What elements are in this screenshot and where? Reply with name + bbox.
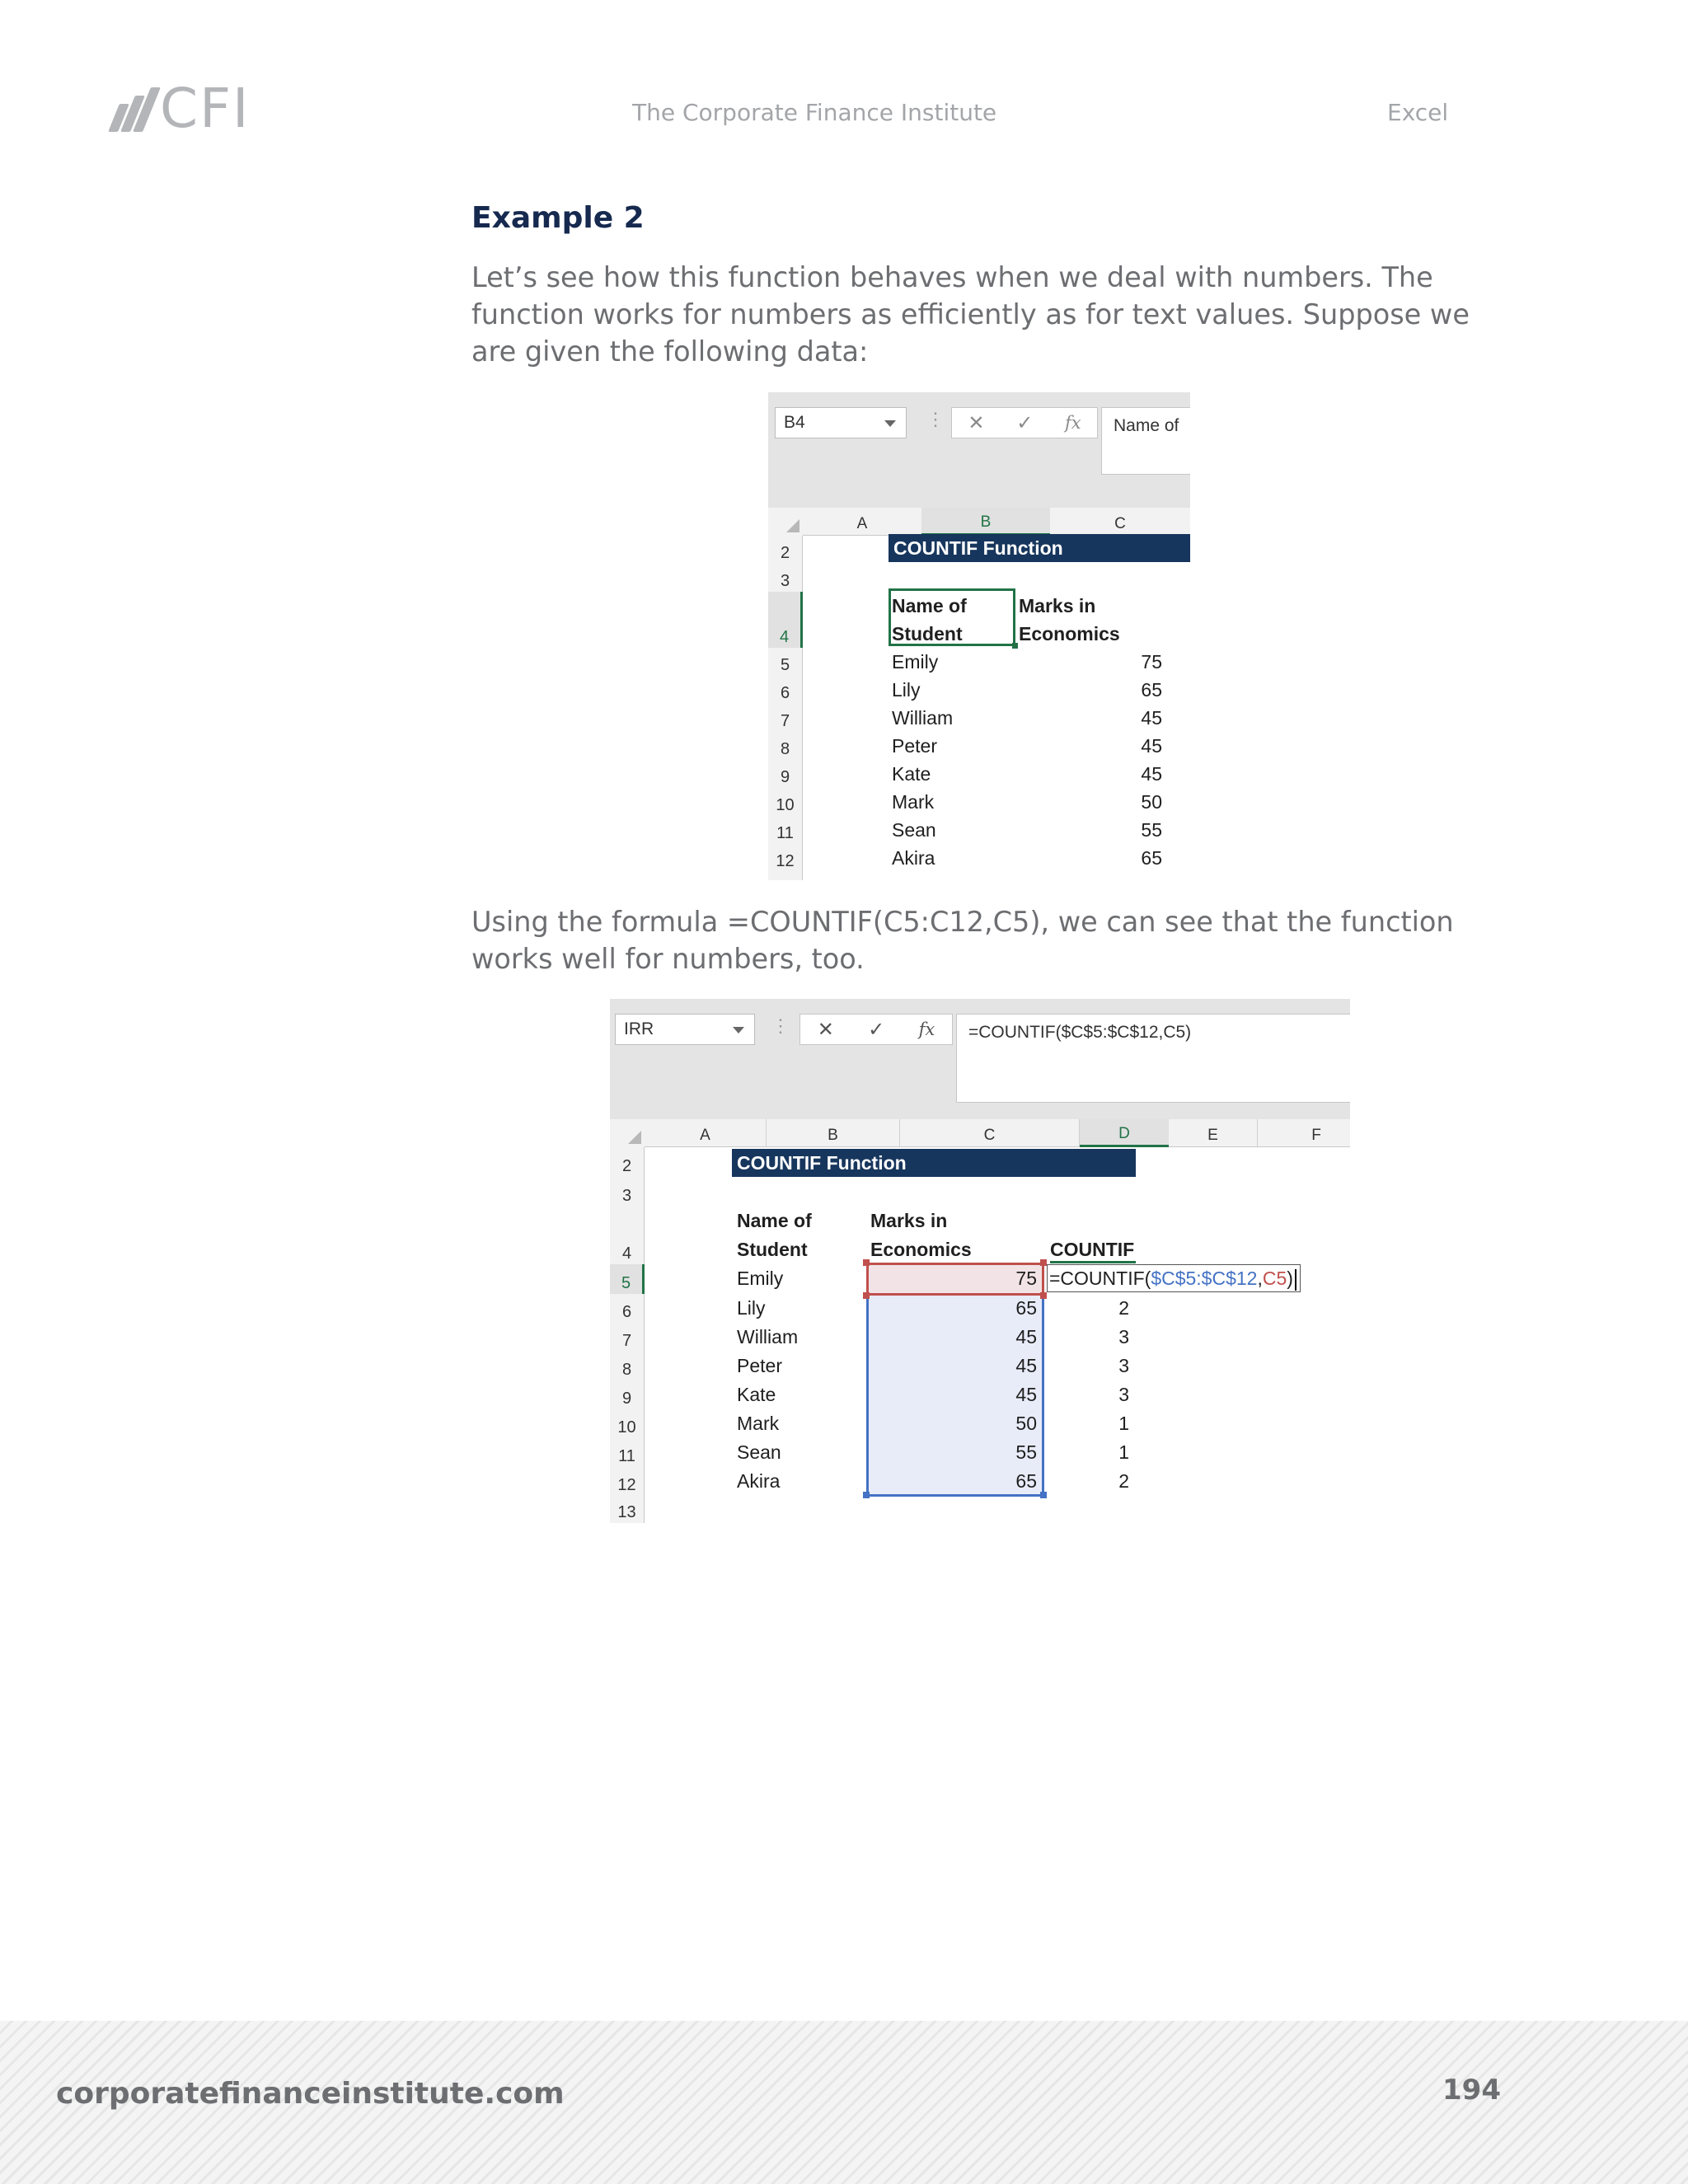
cell-name[interactable]: Peter (892, 735, 937, 757)
cell-name[interactable]: Sean (892, 819, 936, 841)
cell-mark[interactable]: 45 (1141, 763, 1162, 785)
cell-name[interactable]: William (737, 1326, 799, 1347)
column-header-e[interactable]: E (1169, 1119, 1258, 1147)
column-header-c[interactable]: C (900, 1119, 1080, 1147)
header-cell-marks-line2: Economics (1019, 623, 1120, 644)
row-header[interactable] (768, 872, 803, 880)
cfi-logo-mark-icon (114, 86, 152, 132)
header-cell-name-line2: Student (892, 623, 963, 644)
row-header[interactable]: 3 (768, 564, 803, 592)
cell-mark[interactable]: 45 (1015, 1326, 1037, 1347)
row-header[interactable]: 11 (768, 816, 803, 844)
header-cell-marks-line2: Economics (870, 1239, 972, 1260)
row-header[interactable]: 9 (610, 1380, 645, 1409)
edit-close: ) (1287, 1268, 1293, 1289)
cell-name[interactable]: Peter (737, 1355, 782, 1376)
name-box-value: B4 (784, 413, 805, 432)
name-box[interactable] (615, 1014, 755, 1045)
column-header-b[interactable]: B (767, 1119, 900, 1147)
cell-name[interactable]: Sean (737, 1441, 781, 1463)
row-header[interactable]: 2 (610, 1147, 645, 1177)
cell-mark[interactable]: 45 (1015, 1384, 1037, 1405)
cancel-icon[interactable]: ✕ (968, 411, 985, 434)
cell-count[interactable]: 2 (1118, 1470, 1129, 1492)
cell-mark[interactable]: 65 (1141, 679, 1162, 701)
ref-handle[interactable] (863, 1259, 870, 1266)
check-icon[interactable]: ✓ (1016, 411, 1034, 434)
cell-name[interactable]: Akira (892, 847, 935, 869)
formula-input[interactable]: =COUNTIF($C$5:$C$12,C5) (956, 1014, 1350, 1103)
cell-name[interactable]: Lily (737, 1297, 766, 1319)
row-header[interactable]: 7 (768, 704, 803, 732)
cell-mark[interactable]: 75 (1015, 1268, 1037, 1289)
name-box-value: IRR (624, 1019, 654, 1038)
row-header-selected[interactable]: 5 (610, 1264, 645, 1294)
column-header-f[interactable]: F (1258, 1119, 1350, 1147)
cell-name[interactable]: Emily (737, 1268, 784, 1289)
cell-name[interactable]: William (892, 707, 954, 729)
editing-cell-d5[interactable] (1047, 1264, 1301, 1292)
drag-handle-icon[interactable]: ⋮ (926, 409, 945, 429)
column-header-c[interactable]: C (1050, 508, 1190, 536)
edit-comma: , (1257, 1268, 1263, 1289)
range-handle[interactable] (1040, 1492, 1047, 1498)
cfi-logo (114, 77, 251, 140)
edit-prefix: =COUNTIF( (1049, 1268, 1151, 1289)
header-cell-name-line2: Student (737, 1239, 808, 1260)
range-handle[interactable] (863, 1492, 870, 1498)
row-header[interactable]: 12 (768, 844, 803, 872)
ref-handle[interactable] (1040, 1259, 1047, 1266)
countif-header-underline (1050, 1261, 1136, 1263)
row-header[interactable]: 13 (610, 1496, 645, 1523)
header-cell-marks-line1: Marks in (870, 1210, 948, 1231)
row-header[interactable]: 8 (768, 732, 803, 760)
section-title: Example 2 (471, 201, 645, 235)
row-header[interactable]: 7 (610, 1323, 645, 1352)
header-title: The Corporate Finance Institute (632, 99, 997, 126)
formula-input[interactable]: Name of (1101, 407, 1190, 475)
column-header-b[interactable]: B (921, 508, 1050, 536)
excel-screenshot-countif (610, 999, 1350, 1523)
header-section: Excel (1387, 99, 1449, 126)
formula-paragraph: Using the formula =COUNTIF(C5:C12,C5), we can see that the function works well for numbers, too. (471, 906, 1454, 975)
cell-mark[interactable]: 75 (1141, 651, 1162, 673)
cell-count[interactable]: 3 (1118, 1326, 1129, 1347)
cell-name[interactable]: Emily (892, 651, 939, 673)
row-header[interactable]: 3 (610, 1177, 645, 1207)
cell-name[interactable]: Akira (737, 1470, 781, 1492)
header-cell-countif: COUNTIF (1050, 1239, 1135, 1260)
ref-handle[interactable] (1040, 1292, 1047, 1299)
row-header[interactable]: 10 (610, 1409, 645, 1438)
cell-mark[interactable]: 45 (1141, 735, 1162, 757)
cell-mark[interactable]: 55 (1015, 1441, 1037, 1463)
cfi-logo-text: CFI (160, 77, 251, 140)
fill-handle[interactable] (1012, 643, 1018, 649)
chevron-down-icon[interactable] (884, 420, 896, 427)
cell-name[interactable]: Mark (892, 791, 935, 813)
cell-name[interactable]: Mark (737, 1413, 780, 1434)
row-header[interactable]: 6 (768, 676, 803, 704)
cell-name[interactable]: Kate (892, 763, 931, 785)
excel-screenshot-data (768, 392, 1190, 880)
cell-name[interactable]: Lily (892, 679, 921, 701)
row-header[interactable]: 11 (610, 1438, 645, 1467)
row-header[interactable]: 10 (768, 788, 803, 816)
sheet-title-banner: COUNTIF Function (732, 1149, 1136, 1177)
row-header[interactable]: 5 (768, 648, 803, 676)
cell-mark[interactable]: 65 (1015, 1470, 1037, 1492)
page-number: 194 (1442, 2074, 1501, 2107)
column-header-d[interactable]: D (1080, 1119, 1169, 1147)
cell-count[interactable]: 3 (1118, 1355, 1129, 1376)
function-icon[interactable]: fx (918, 1019, 935, 1039)
row-header[interactable]: 2 (768, 536, 803, 564)
intro-paragraph: Let’s see how this function behaves when we deal with numbers. The function works for numbers as efficiently as for text values. Suppose we are given the following data: (471, 261, 1470, 368)
cell-count[interactable]: 1 (1118, 1413, 1129, 1434)
column-header-a[interactable]: A (803, 508, 921, 536)
row-header[interactable]: 6 (610, 1294, 645, 1323)
check-icon[interactable]: ✓ (868, 1018, 885, 1041)
chevron-down-icon[interactable] (733, 1027, 744, 1033)
cell-count[interactable]: 2 (1118, 1297, 1129, 1319)
row-header[interactable]: 8 (610, 1352, 645, 1380)
cell-count[interactable]: 1 (1118, 1441, 1129, 1463)
drag-handle-icon[interactable]: ⋮ (771, 1015, 790, 1036)
header-cell-marks-line1: Marks in (1019, 595, 1096, 616)
cell-mark[interactable]: 45 (1141, 707, 1162, 729)
cell-count[interactable]: 3 (1118, 1384, 1129, 1405)
sheet-title-banner: COUNTIF Function (889, 534, 1190, 562)
name-box[interactable] (775, 407, 907, 438)
cell-mark[interactable]: 50 (1141, 791, 1162, 813)
cell-mark[interactable]: 50 (1015, 1413, 1037, 1434)
row-header[interactable]: 4 (610, 1207, 645, 1264)
edit-range: $C$5:$C$12 (1151, 1268, 1258, 1289)
select-all-corner[interactable] (768, 508, 803, 536)
cancel-icon[interactable]: ✕ (817, 1018, 834, 1041)
ref-handle[interactable] (863, 1292, 870, 1299)
select-all-corner[interactable] (610, 1119, 645, 1147)
cell-mark[interactable]: 65 (1141, 847, 1162, 869)
row-header-selected[interactable]: 4 (768, 592, 803, 648)
footer-website: corporatefinanceinstitute.com (56, 2077, 565, 2111)
formula-buttons (951, 407, 1098, 438)
cell-mark[interactable]: 55 (1141, 819, 1162, 841)
column-header-a[interactable]: A (645, 1119, 767, 1147)
cell-name[interactable]: Kate (737, 1384, 776, 1405)
function-icon[interactable]: fx (1065, 413, 1081, 433)
header-cell-name-line1: Name of (737, 1210, 812, 1231)
text-cursor (1295, 1269, 1296, 1291)
row-header[interactable]: 12 (610, 1467, 645, 1496)
formula-buttons (799, 1014, 953, 1045)
header-cell-name-line1: Name of (892, 595, 967, 616)
cell-mark[interactable]: 65 (1015, 1297, 1037, 1319)
cell-mark[interactable]: 45 (1015, 1355, 1037, 1376)
row-header[interactable]: 9 (768, 760, 803, 788)
edit-ref: C5 (1262, 1268, 1287, 1289)
